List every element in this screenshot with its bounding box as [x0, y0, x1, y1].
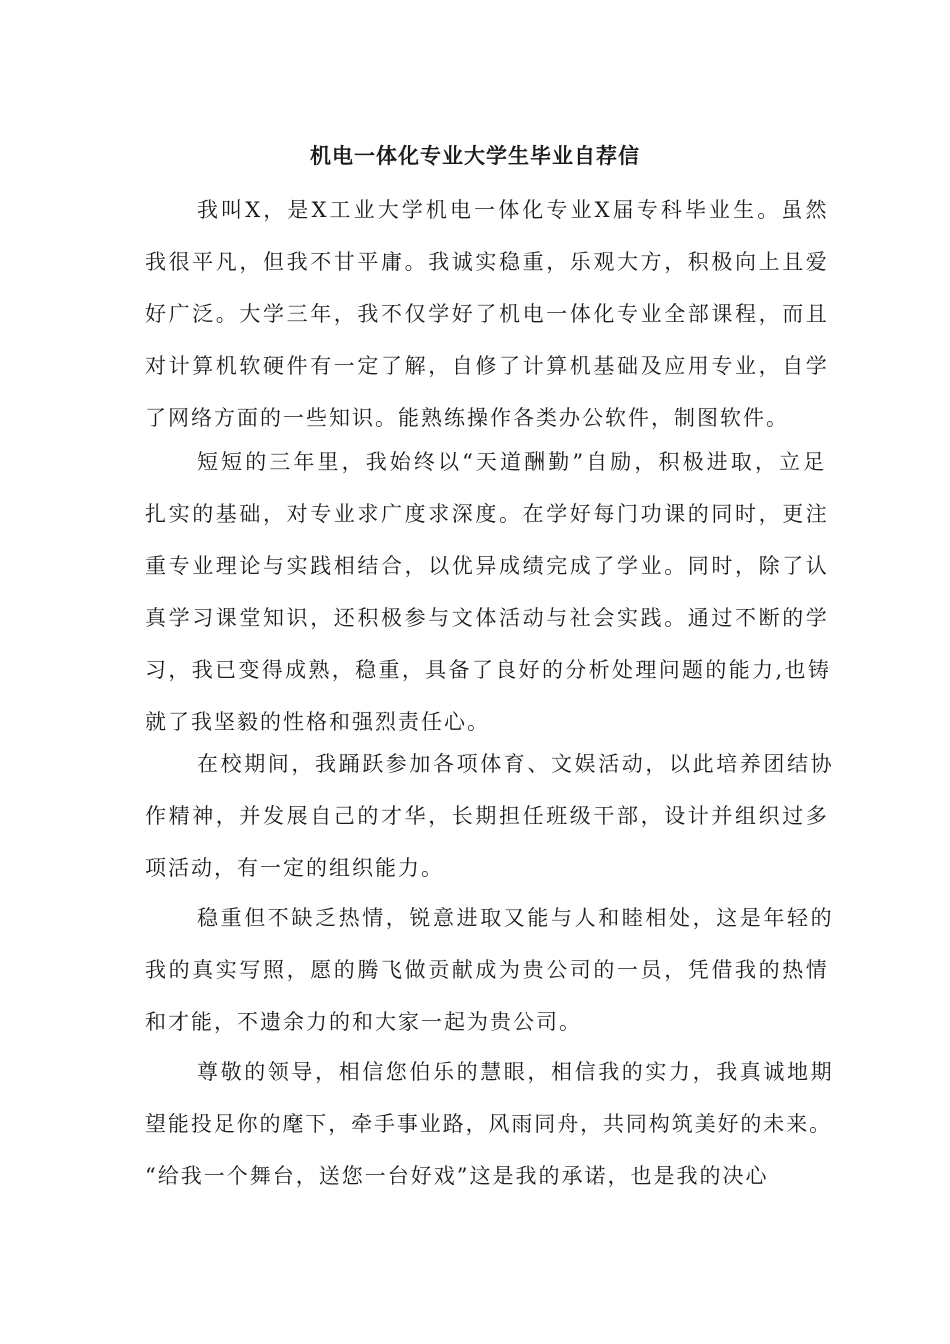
- text-line: 短短的三年里，我始终以“天道酬勤”自励，积极进取，立足: [197, 450, 828, 474]
- paragraph-3: [145, 738, 835, 894]
- text-line: 作精神，并发展自己的才华，长期担任班级干部，设计并组织过多: [145, 804, 830, 828]
- text-line: 在校期间，我踊跃参加各项体育、文娱活动，以此培养团结协: [197, 752, 835, 776]
- text-line: 重专业理论与实践相结合，以优异成绩完成了学业。同时，除了认: [145, 554, 830, 578]
- text-line: 就了我坚毅的性格和强烈责任心。: [145, 710, 490, 734]
- text-line: 对计算机软硬件有一定了解，自修了计算机基础及应用专业，自学: [145, 354, 830, 378]
- text-line: 好广泛。大学三年，我不仅学好了机电一体化专业全部课程，而且: [145, 302, 830, 326]
- text-line: 稳重但不缺乏热情，锐意进取又能与人和睦相处，这是年轻的: [197, 906, 835, 930]
- text-line: 了网络方面的一些知识。能熟练操作各类办公软件，制图软件。: [145, 406, 789, 430]
- text-line: 真学习课堂知识，还积极参与文体活动与社会实践。通过不断的学: [145, 606, 830, 630]
- text-line: 项活动，有一定的组织能力。: [145, 856, 444, 880]
- text-line: 习，我已变得成熟，稳重，具备了良好的分析处理问题的能力,也铸: [145, 658, 832, 682]
- text-line: 我很平凡，但我不甘平庸。我诚实稳重，乐观大方，积极向上且爱: [145, 250, 830, 274]
- document-title: 机电一体化专业大学生毕业自荐信: [310, 143, 640, 168]
- text-line: 我的真实写照，愿的腾飞做贡献成为贵公司的一员，凭借我的热情: [145, 958, 830, 982]
- paragraph-4: [145, 892, 835, 1048]
- text-line: 和才能，不遗余力的和大家一起为贵公司。: [145, 1010, 582, 1034]
- text-line: 尊敬的领导，相信您伯乐的慧眼，相信我的实力，我真诚地期: [197, 1060, 835, 1084]
- paragraph-1: [145, 184, 835, 444]
- paragraph-5: [145, 1046, 835, 1202]
- text-line: “给我一个舞台，送您一台好戏”这是我的承诺，也是我的决心: [145, 1164, 769, 1188]
- paragraph-2: [145, 436, 835, 748]
- text-line: 扎实的基础，对专业求广度求深度。在学好每门功课的同时，更注: [145, 502, 830, 526]
- text-line: 我叫X，是X工业大学机电一体化专业X届专科毕业生。虽然: [197, 198, 830, 222]
- text-line: 望能投足你的麾下，牵手事业路，风雨同舟，共同构筑美好的未来。: [145, 1112, 832, 1136]
